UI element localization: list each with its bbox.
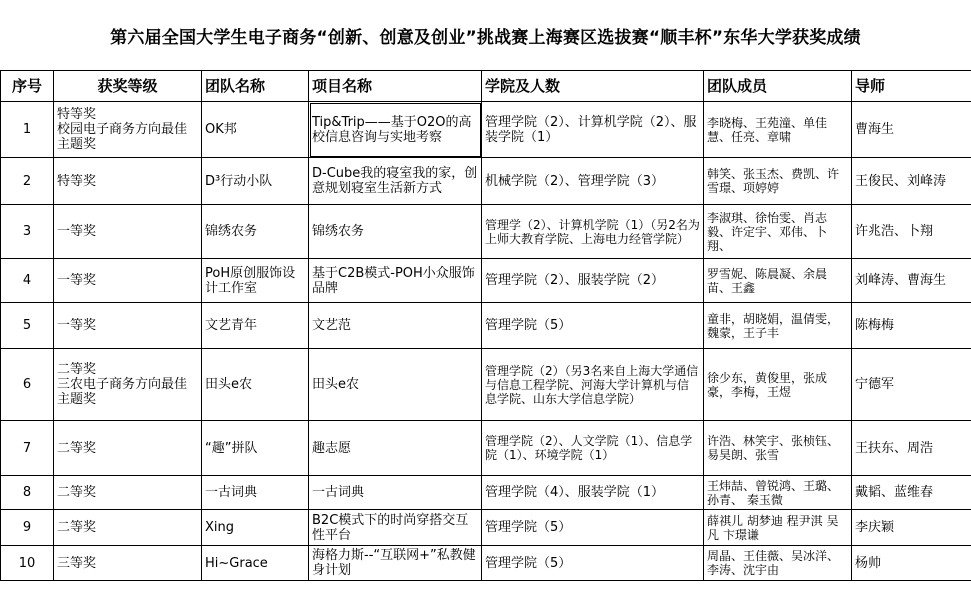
cell-members[interactable]: 韩笑、张玉杰、费凯、许雪璟、项婷婷 [704,158,852,205]
cell-level[interactable]: 一等奖 [54,259,202,303]
cell-college[interactable]: 管理学院（2）（另3名来自上海大学通信与信息工程学院、河海大学计算机与信息学院、山东大学信息学院） [482,349,704,421]
cell-no[interactable]: 7 [1,421,54,476]
table-row [1,102,971,158]
header-no[interactable]: 序号 [1,71,54,102]
table-row [1,303,971,349]
cell-college[interactable]: 管理学院（2）、计算机学院（2）、服装学院（1） [482,102,704,158]
cell-members[interactable]: 罗雪妮、陈晨凝、余晨苗、王鑫 [704,259,852,303]
cell-team[interactable]: 田头e农 [202,349,309,421]
cell-mentor[interactable]: 戴韬、蓝维春 [852,476,971,510]
cell-no[interactable]: 5 [1,303,54,349]
table-row [1,259,971,303]
cell-team[interactable]: 一古词典 [202,476,309,510]
cell-college[interactable]: 管理学院（5） [482,510,704,546]
cell-college[interactable]: 管理学院（5） [482,546,704,581]
cell-mentor[interactable]: 许兆浩、卜翔 [852,205,971,259]
cell-mentor[interactable]: 刘峰涛、曹海生 [852,259,971,303]
cell-no[interactable]: 1 [1,102,54,158]
cell-no[interactable]: 2 [1,158,54,205]
cell-team[interactable]: PoH原创服饰设计工作室 [202,259,309,303]
cell-level[interactable]: 三等奖 [54,546,202,581]
cell-college[interactable]: 管理学院（2）、人文学院（1）、信息学院（1）、环境学院（1） [482,421,704,476]
cell-members[interactable]: 王炜喆、曾锐鸿、王璐、孙青、 秦玉微 [704,476,852,510]
cell-team[interactable]: D³行动小队 [202,158,309,205]
cell-level[interactable]: 一等奖 [54,303,202,349]
cell-mentor[interactable]: 李庆颖 [852,510,971,546]
cell-no[interactable]: 3 [1,205,54,259]
cell-level[interactable]: 特等奖 校园电子商务方向最佳主题奖 [54,102,202,158]
table-row [1,546,971,581]
header-team[interactable]: 团队名称 [202,71,309,102]
cell-project[interactable]: 田头e农 [309,349,482,421]
cell-members[interactable]: 周晶、王佳薇、吴冰洋、李涛、沈宇由 [704,546,852,581]
cell-project[interactable]: 锦绣农务 [309,205,482,259]
cell-no[interactable]: 4 [1,259,54,303]
cell-no[interactable]: 10 [1,546,54,581]
cell-project[interactable]: B2C模式下的时尚穿搭交互性平台 [309,510,482,546]
cell-project-selected[interactable]: Tip&Trip——基于O2O的高校信息咨询与实地考察 [309,102,482,158]
header-members[interactable]: 团队成员 [704,71,852,102]
awards-table [0,70,971,581]
header-row [1,71,971,102]
header-project[interactable]: 项目名称 [309,71,482,102]
cell-team[interactable]: Hi~Grace [202,546,309,581]
header-level[interactable]: 获奖等级 [54,71,202,102]
cell-college[interactable]: 管理学院（5） [482,303,704,349]
cell-members[interactable]: 李淑琪、徐怡雯、肖志毅、许定宇、邓伟、卜翔、 [704,205,852,259]
cell-members[interactable]: 许浩、林笑宇、张桢钰、易昊朗、张雪 [704,421,852,476]
cell-college[interactable]: 机械学院（2）、管理学院（3） [482,158,704,205]
page-title: 第六届全国大学生电子商务“创新、创意及创业”挑战赛上海赛区选拔赛“顺丰杯”东华大学获奖成绩 [110,27,861,48]
cell-mentor[interactable]: 宁德军 [852,349,971,421]
table-row [1,421,971,476]
cell-members[interactable]: 李晓梅、王苑潼、单佳慧、任亮、章啸 [704,102,852,158]
cell-mentor[interactable]: 杨帅 [852,546,971,581]
cell-mentor[interactable]: 陈梅梅 [852,303,971,349]
cell-level[interactable]: 二等奖 [54,510,202,546]
table-row [1,510,971,546]
cell-level[interactable]: 二等奖 [54,421,202,476]
cell-members[interactable]: 薛祺儿 胡梦迪 程尹淇 吴凡 卞璟谦 [704,510,852,546]
cell-project[interactable]: 文艺范 [309,303,482,349]
cell-team[interactable]: 文艺青年 [202,303,309,349]
cell-project[interactable]: 海格力斯--“互联网+”私教健身计划 [309,546,482,581]
cell-level[interactable]: 二等奖 [54,476,202,510]
cell-level[interactable]: 特等奖 [54,158,202,205]
cell-members[interactable]: 童非，胡晓娟，温倩雯，魏蒙，王子丰 [704,303,852,349]
header-college[interactable]: 学院及人数 [482,71,704,102]
table-row [1,476,971,510]
cell-no[interactable]: 6 [1,349,54,421]
cell-level[interactable]: 一等奖 [54,205,202,259]
cell-mentor[interactable]: 王扶东、周浩 [852,421,971,476]
table-row [1,205,971,259]
cell-mentor[interactable]: 曹海生 [852,102,971,158]
cell-project[interactable]: 趣志愿 [309,421,482,476]
cell-college[interactable]: 管理学院（4）、服装学院（1） [482,476,704,510]
cell-college[interactable]: 管理学（2）、计算机学院（1）（另2名为上师大教育学院、上海电力经管学院） [482,205,704,259]
cell-no[interactable]: 9 [1,510,54,546]
cell-team[interactable]: Xing [202,510,309,546]
cell-team[interactable]: 锦绣农务 [202,205,309,259]
cell-project[interactable]: D-Cube我的寝室我的家，创意规划寝室生活新方式 [309,158,482,205]
cell-members[interactable]: 徐少东，黄俊里，张成豪，李梅，王煜 [704,349,852,421]
cell-team[interactable]: “趣”拼队 [202,421,309,476]
table-row [1,158,971,205]
cell-level[interactable]: 二等奖 三农电子商务方向最佳主题奖 [54,349,202,421]
cell-college[interactable]: 管理学院（2）、服装学院（2） [482,259,704,303]
cell-no[interactable]: 8 [1,476,54,510]
table-row [1,349,971,421]
cell-project[interactable]: 基于C2B模式-POH小众服饰品牌 [309,259,482,303]
cell-team[interactable]: OK邦 [202,102,309,158]
cell-project[interactable]: 一古词典 [309,476,482,510]
cell-mentor[interactable]: 王俊民、刘峰涛 [852,158,971,205]
header-mentor[interactable]: 导师 [852,71,971,102]
